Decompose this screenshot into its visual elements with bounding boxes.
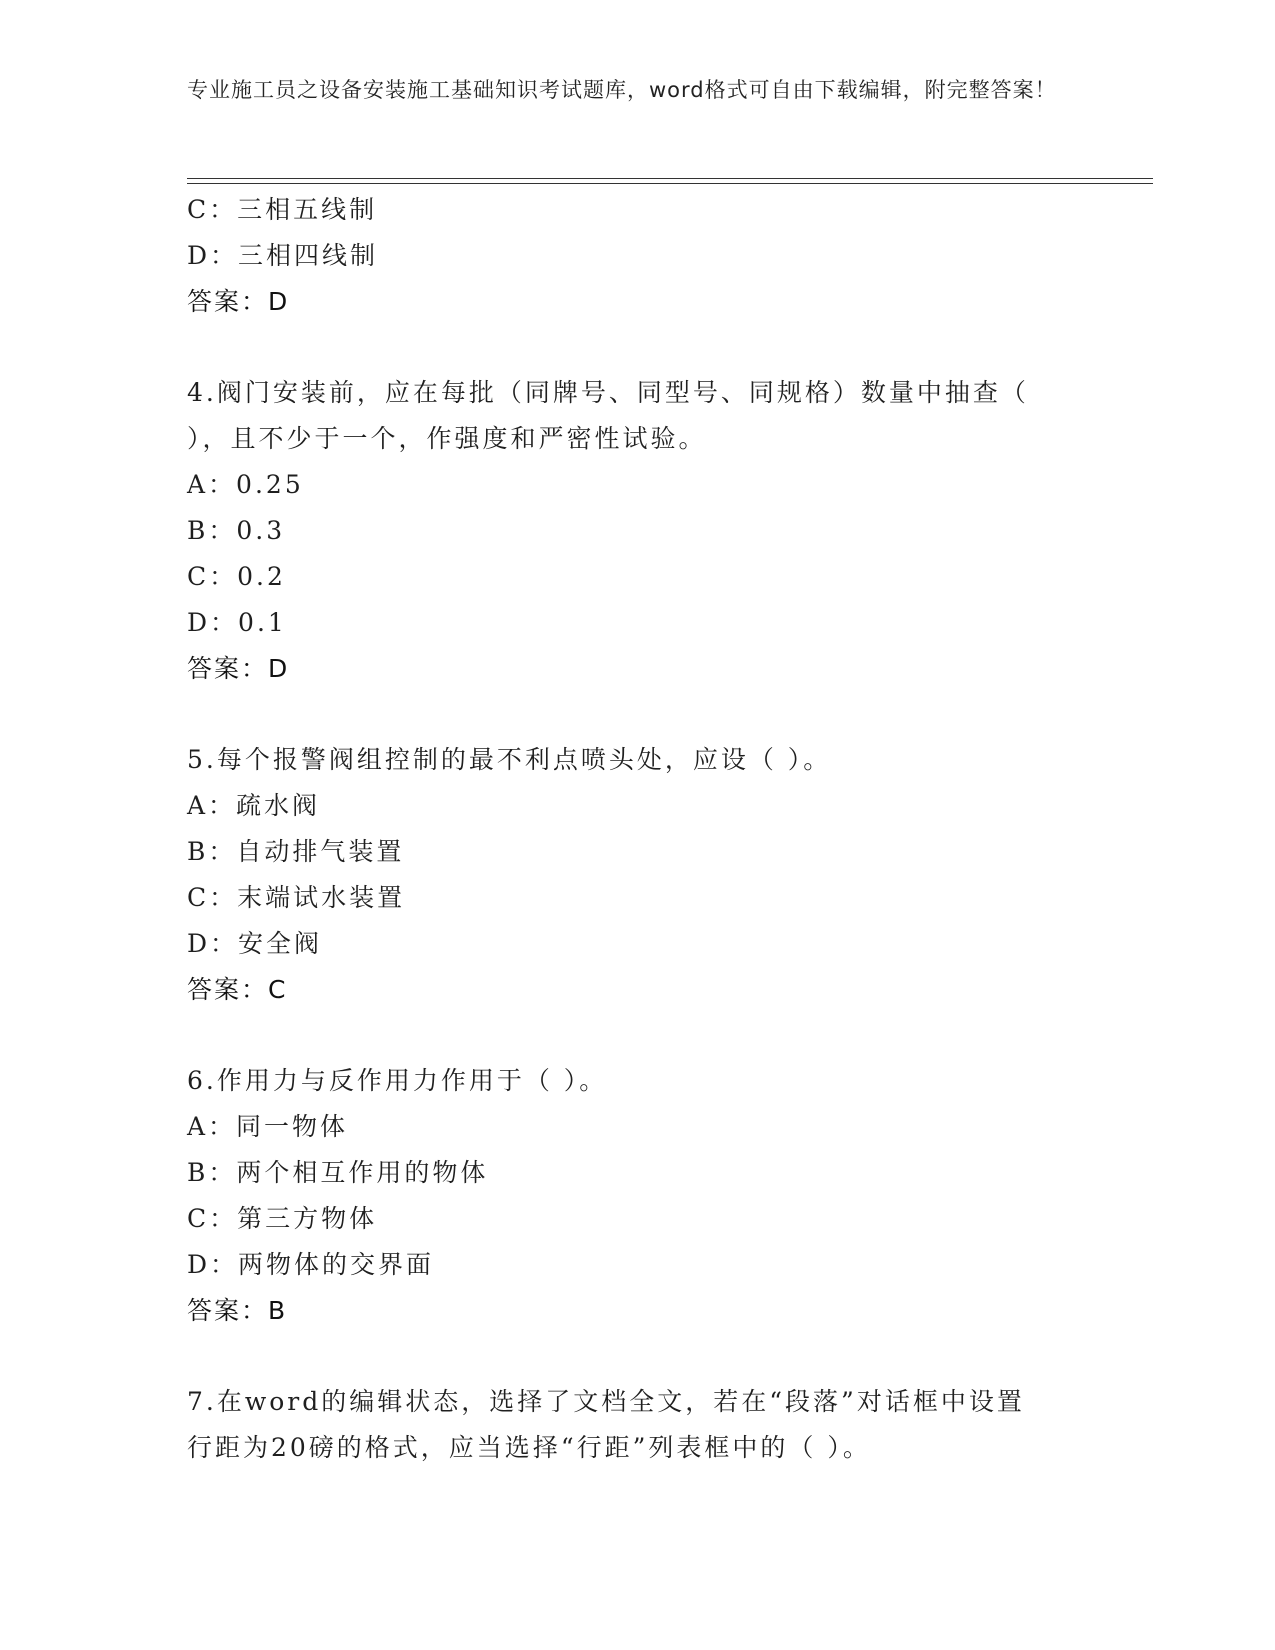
question-stem: 4.阀门安装前，应在每批（同牌号、同型号、同规格）数量中抽查（ [187, 378, 1029, 407]
option-a: A：0.25 [187, 470, 304, 499]
option-c: C：三相五线制 [187, 195, 378, 224]
question-stem: 6.作用力与反作用力作用于（ ）。 [187, 1066, 608, 1095]
question-stem: 5.每个报警阀组控制的最不利点喷头处，应设（ ）。 [187, 745, 832, 774]
answer-line: 答案：D [187, 654, 290, 683]
question-7 [187, 1379, 1087, 1471]
option-c: C：0.2 [187, 562, 286, 591]
option-a: A：同一物体 [187, 1112, 349, 1141]
question-5 [187, 737, 1087, 1013]
option-a: A：疏水阀 [187, 791, 321, 820]
document-header: 专业施工员之设备安装施工基础知识考试题库，word格式可自由下载编辑，附完整答案！ [187, 78, 1057, 102]
option-d: D：安全阀 [187, 929, 323, 958]
option-d: D：0.1 [187, 608, 287, 637]
option-c: C：末端试水装置 [187, 883, 406, 912]
continued-question [187, 187, 1087, 325]
question-4 [187, 370, 1087, 692]
answer-line: 答案：B [187, 1296, 288, 1325]
question-stem: ），且不少于一个，作强度和严密性试验。 [187, 424, 707, 453]
option-d: D：两物体的交界面 [187, 1250, 435, 1279]
question-stem: 行距为20磅的格式，应当选择“行距”列表框中的（ ）。 [187, 1433, 871, 1462]
option-b: B：两个相互作用的物体 [187, 1158, 489, 1187]
answer-line: 答案：D [187, 287, 290, 316]
document-body [187, 187, 1087, 1471]
option-c: C：第三方物体 [187, 1204, 378, 1233]
option-b: B：0.3 [187, 516, 286, 545]
option-b: B：自动排气装置 [187, 837, 405, 866]
option-d: D：三相四线制 [187, 241, 379, 270]
header-divider [187, 178, 1153, 184]
answer-line: 答案：C [187, 975, 288, 1004]
question-stem: 7.在word的编辑状态，选择了文档全文，若在“段落”对话框中设置 [187, 1387, 1025, 1416]
question-6 [187, 1058, 1087, 1334]
